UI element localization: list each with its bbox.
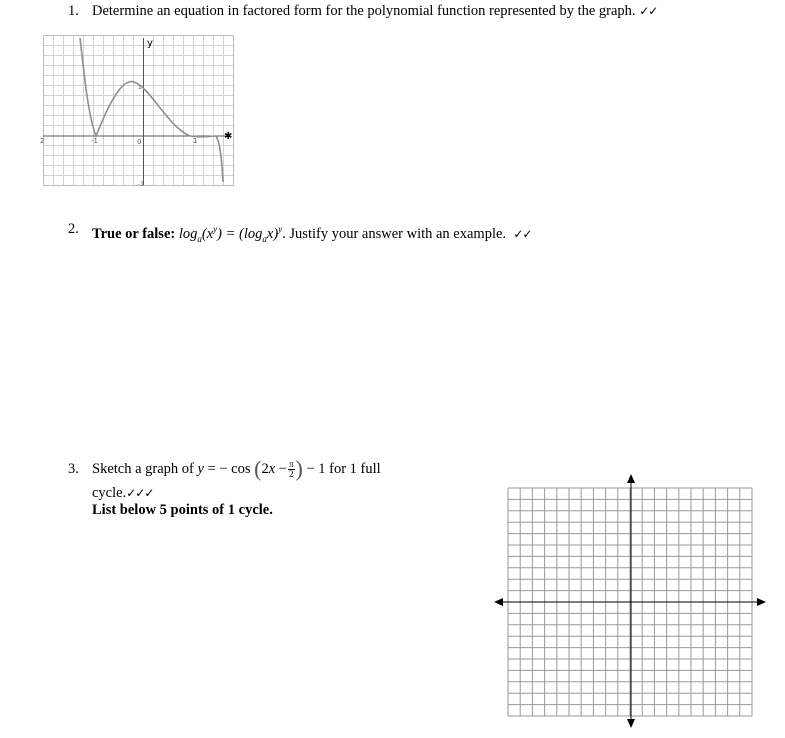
tick-label-pos-one: 1 — [193, 137, 198, 145]
tick-label-y-one: 1 — [138, 84, 142, 91]
question-2-text — [92, 220, 531, 248]
question-1-number: 1. — [68, 3, 79, 19]
blank-graph-grid — [490, 472, 780, 732]
tick-label-left-edge: 2 — [40, 137, 45, 145]
question-3-instruction: List below 5 points of 1 cycle. — [92, 502, 273, 518]
blank-y-axis-down-arrow-icon — [627, 719, 635, 728]
tick-label-y-neg: -1 — [138, 181, 144, 188]
question-3-line-2: cycle.✓✓✓ — [92, 485, 154, 501]
question-1-text: Determine an equation in factored form for the polynomial function represented by the graph. ✓✓ — [92, 3, 658, 19]
question-2-tail: . Justify your answer with an example. — [282, 225, 507, 242]
tick-label-neg-one: -1 — [91, 137, 98, 145]
blank-x-axis-left-arrow-icon — [494, 598, 503, 606]
true-false-label: True or false: — [92, 225, 176, 242]
polynomial-graph — [40, 32, 240, 190]
question-3-line-1: Sketch a graph of y = − cos (2x − $\frac{\pi}{2}$ ) − 1 for 1 full — [92, 456, 381, 481]
question-2-number: 2. — [68, 221, 79, 237]
question-3-math: y = − cos (2x − $\frac{\pi}{2}$ ) − 1 — [197, 456, 326, 481]
question-2-checks: ✓✓ — [513, 226, 532, 241]
question-2-math: $\log_a(x^y) = (\log_ax)^y$ — [178, 224, 283, 244]
tick-label-origin: 0 — [137, 138, 142, 146]
polynomial-curve — [80, 38, 223, 182]
blank-y-axis-up-arrow-icon — [627, 474, 635, 483]
graph-axes — [43, 38, 228, 185]
blank-x-axis-right-arrow-icon — [757, 598, 766, 606]
question-3-number: 3. — [68, 461, 79, 477]
question-3-checks: ✓✓✓ — [126, 486, 154, 500]
y-axis-label: y — [147, 38, 153, 49]
x-axis-arrow-icon: ✱ — [224, 131, 233, 142]
question-1-checks: ✓✓ — [639, 4, 658, 18]
graph-grid — [43, 35, 234, 186]
